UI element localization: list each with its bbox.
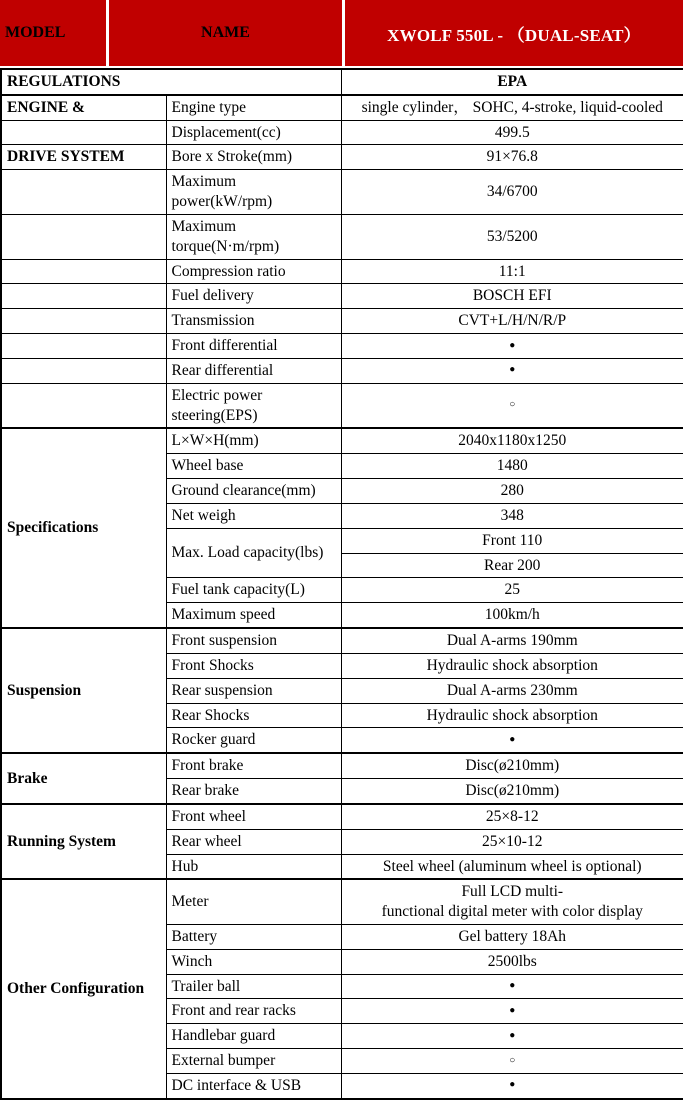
section-side-cell [1, 214, 166, 259]
spec-value-cell: 91×76.8 [341, 145, 683, 170]
spec-name-cell: Electric power steering(EPS) [166, 383, 341, 428]
spec-value-cell: Dual A-arms 190mm [341, 628, 683, 653]
header-model-label: MODEL [0, 0, 106, 66]
spec-value-cell: single cylinder， SOHC, 4-stroke, liquid-cooled [341, 95, 683, 120]
section-side-cell [1, 309, 166, 334]
spec-name-cell: Front Shocks [166, 653, 341, 678]
spec-name-cell: Meter [166, 879, 341, 924]
spec-name-cell: Fuel delivery [166, 284, 341, 309]
spec-value-cell: BOSCH EFI [341, 284, 683, 309]
table-row [1, 170, 683, 215]
spec-value-cell: 348 [341, 503, 683, 528]
spec-name-cell: Handlebar guard [166, 1024, 341, 1049]
spec-name-cell: Rear brake [166, 779, 341, 804]
bullet-filled-icon: ● [341, 1024, 683, 1049]
section-side-cell [1, 170, 166, 215]
header-name-label: NAME [109, 0, 342, 66]
spec-name-cell: Front differential [166, 334, 341, 359]
spec-name-cell: Max. Load capacity(lbs) [166, 528, 341, 578]
spec-value-cell: 11:1 [341, 259, 683, 284]
section-side-cell [1, 358, 166, 383]
section-side-cell [1, 334, 166, 359]
spec-name-cell: Hub [166, 854, 341, 879]
section-title-cell: Brake [1, 753, 166, 804]
section-title-cell: Suspension [1, 628, 166, 753]
bullet-open-icon: ○ [341, 1049, 683, 1074]
bullet-filled-icon: ● [341, 999, 683, 1024]
spec-name-cell: DC interface & USB [166, 1073, 341, 1098]
spec-name-cell: Rear suspension [166, 678, 341, 703]
spec-name-cell: Ground clearance(mm) [166, 479, 341, 504]
spec-value-cell: 34/6700 [341, 170, 683, 215]
spec-name-cell: Rocker guard [166, 728, 341, 753]
spec-value-cell: 280 [341, 479, 683, 504]
spec-value-cell: 25×8-12 [341, 804, 683, 829]
spec-value-line: functional digital meter with color display [381, 903, 643, 921]
spec-value-cell: 25 [341, 578, 683, 603]
bullet-filled-icon: ● [341, 358, 683, 383]
table-row [1, 145, 683, 170]
table-row [1, 358, 683, 383]
spec-name-cell: Front suspension [166, 628, 341, 653]
spec-value-cell: 25×10-12 [341, 829, 683, 854]
spec-name-cell: External bumper [166, 1049, 341, 1074]
spec-name-cell: Transmission [166, 309, 341, 334]
spec-table [0, 68, 683, 1100]
header-model-value: XWOLF 550L - （DUAL-SEAT） [345, 0, 683, 66]
table-row [1, 95, 683, 120]
section-title-cell: Specifications [1, 428, 166, 628]
spec-value-cell: 499.5 [341, 120, 683, 145]
spec-value-cell: 2500lbs [341, 949, 683, 974]
table-header [0, 0, 683, 66]
spec-value-cell: CVT+L/H/N/R/P [341, 309, 683, 334]
bullet-open-icon: ○ [341, 383, 683, 428]
spec-name-cell: Rear wheel [166, 829, 341, 854]
spec-name-cell: Fuel tank capacity(L) [166, 578, 341, 603]
table-row [1, 804, 683, 829]
spec-value-cell: Steel wheel (aluminum wheel is optional) [341, 854, 683, 879]
regulations-row [1, 69, 683, 95]
section-side-cell [1, 120, 166, 145]
spec-name-cell: Rear differential [166, 358, 341, 383]
spec-name-cell: Maximum speed [166, 603, 341, 628]
section-side-cell: ENGINE & [1, 95, 166, 120]
regulations-label: REGULATIONS [1, 69, 341, 95]
spec-name-cell: Front and rear racks [166, 999, 341, 1024]
section-side-cell [1, 284, 166, 309]
bullet-filled-icon: ● [341, 334, 683, 359]
spec-value-cell [341, 879, 683, 924]
table-row [1, 334, 683, 359]
section-side-cell [1, 259, 166, 284]
table-row [1, 214, 683, 259]
spec-value-cell: 1480 [341, 454, 683, 479]
spec-value-cell: Disc(ø210mm) [341, 753, 683, 778]
spec-name-cell: Maximum power(kW/rpm) [166, 170, 341, 215]
section-title-cell: Other Configuration [1, 879, 166, 1098]
spec-value-cell: 100km/h [341, 603, 683, 628]
bullet-filled-icon: ● [341, 728, 683, 753]
table-row [1, 753, 683, 778]
bullet-filled-icon: ● [341, 1073, 683, 1098]
spec-table-body [1, 69, 683, 1099]
spec-name-cell: Front brake [166, 753, 341, 778]
table-row [1, 309, 683, 334]
spec-value-cell: Rear 200 [341, 553, 683, 578]
spec-name-cell: Engine type [166, 95, 341, 120]
section-side-cell: DRIVE SYSTEM [1, 145, 166, 170]
spec-name-cell: Rear Shocks [166, 703, 341, 728]
bullet-filled-icon: ● [341, 974, 683, 999]
spec-name-cell: Wheel base [166, 454, 341, 479]
table-row [1, 628, 683, 653]
spec-name-cell: Battery [166, 924, 341, 949]
section-title-cell: Running System [1, 804, 166, 879]
spec-name-cell: Front wheel [166, 804, 341, 829]
spec-value-cell: Gel battery 18Ah [341, 924, 683, 949]
spec-name-cell: Net weigh [166, 503, 341, 528]
spec-value-line: Full LCD multi- [461, 883, 564, 901]
section-side-cell [1, 383, 166, 428]
spec-name-cell: Compression ratio [166, 259, 341, 284]
spec-name-cell: L×W×H(mm) [166, 428, 341, 453]
spec-name-cell: Bore x Stroke(mm) [166, 145, 341, 170]
table-row [1, 879, 683, 924]
spec-value-cell: Front 110 [341, 528, 683, 553]
table-row [1, 428, 683, 453]
spec-name-cell: Winch [166, 949, 341, 974]
spec-value-cell: 2040x1180x1250 [341, 428, 683, 453]
spec-name-cell: Trailer ball [166, 974, 341, 999]
table-row [1, 259, 683, 284]
table-row [1, 383, 683, 428]
spec-name-cell: Maximum torque(N·m/rpm) [166, 214, 341, 259]
spec-value-cell: 53/5200 [341, 214, 683, 259]
table-row [1, 120, 683, 145]
spec-name-cell: Displacement(cc) [166, 120, 341, 145]
regulations-value: EPA [341, 69, 683, 95]
spec-value-cell: Disc(ø210mm) [341, 779, 683, 804]
table-row [1, 284, 683, 309]
spec-value-cell: Hydraulic shock absorption [341, 703, 683, 728]
spec-value-cell: Dual A-arms 230mm [341, 678, 683, 703]
spec-value-cell: Hydraulic shock absorption [341, 653, 683, 678]
